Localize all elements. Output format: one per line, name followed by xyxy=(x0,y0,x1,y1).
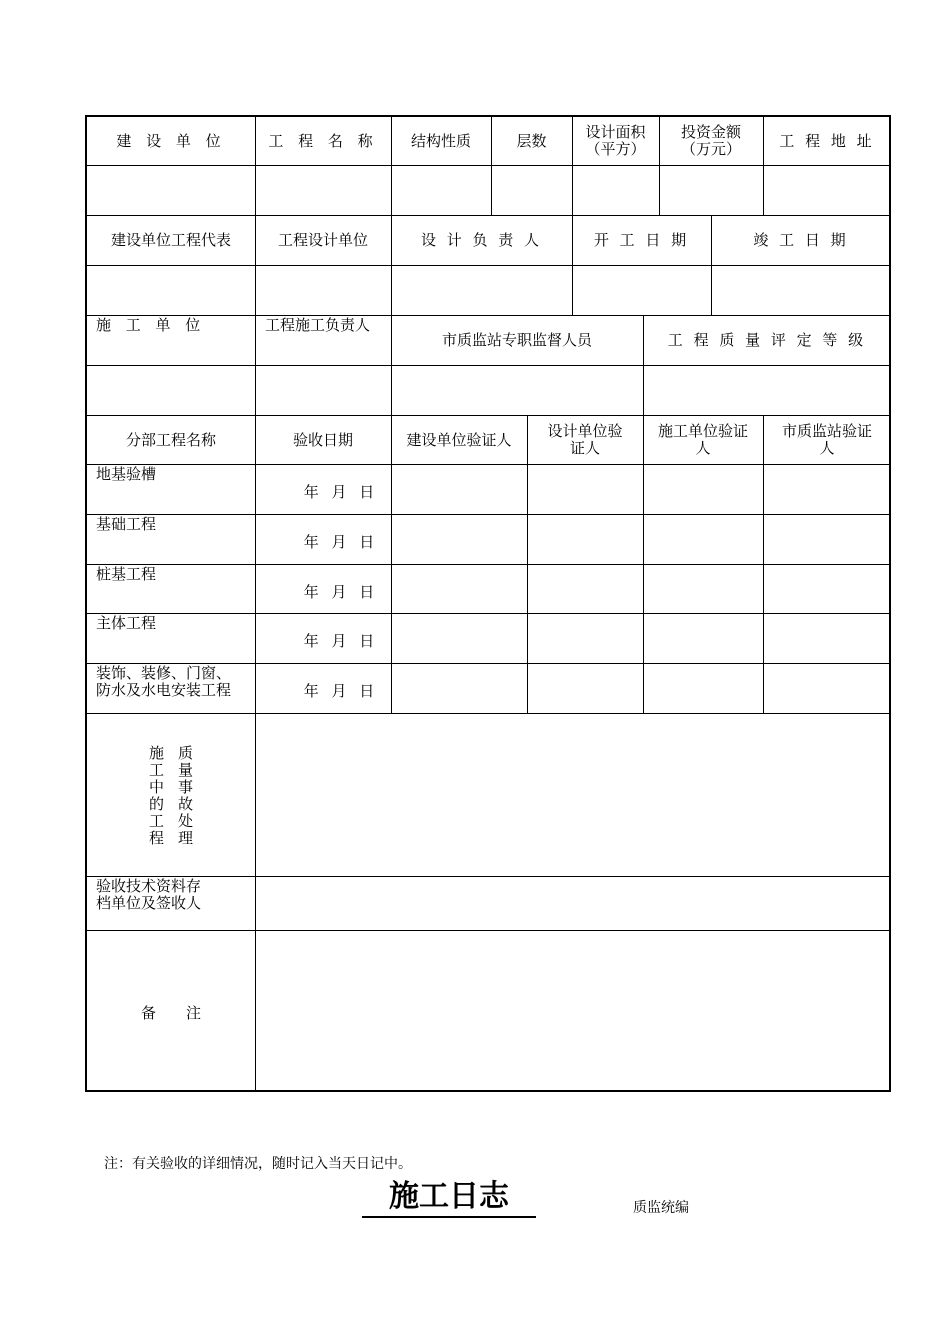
footnote: 注：有关验收的详细情况，随时记入当天日记中。 xyxy=(104,1156,412,1172)
accident-char: 程 xyxy=(149,829,165,847)
header-design-lead: 设 计 负 责 人 xyxy=(420,230,543,249)
header-owner-verifier: 建设单位验证人 xyxy=(406,431,512,449)
accident-char: 施 xyxy=(149,744,165,762)
header-contractor: 施 工 单 位 xyxy=(96,316,206,334)
header-designer-verifier-line1: 设计单位验 xyxy=(547,422,623,440)
row-line xyxy=(87,265,891,266)
header-station-verifier-line1: 市质监站验证 xyxy=(781,422,872,440)
row-line xyxy=(87,613,891,614)
header-project-address: 工 程 地 址 xyxy=(779,131,875,150)
acceptance-date: 年 月 日 xyxy=(303,631,375,650)
header-contractor-verifier xyxy=(643,415,763,464)
acceptance-form-table xyxy=(85,115,891,1092)
acceptance-date: 年 月 日 xyxy=(303,681,375,700)
accident-char: 中 xyxy=(149,778,165,796)
header-investment-line1: 投资金额 xyxy=(680,123,741,141)
row-line xyxy=(87,165,891,166)
accident-label-col2 xyxy=(178,745,193,847)
header-design-area xyxy=(572,117,659,165)
row-line xyxy=(87,514,891,515)
header-structure-type: 结构性质 xyxy=(410,131,471,150)
header-project-name: 工 程 名 称 xyxy=(268,131,378,150)
archive-label-line1: 验收技术资料存 xyxy=(96,877,202,895)
row-line xyxy=(87,365,891,366)
header-owner-representative: 建设单位工程代表 xyxy=(110,230,231,249)
header-station-verifier xyxy=(763,415,891,464)
header-station-verifier-line2: 人 xyxy=(819,439,835,457)
acceptance-date: 年 月 日 xyxy=(303,482,375,501)
accident-char: 事 xyxy=(178,778,194,796)
accident-char: 故 xyxy=(178,795,194,813)
row-line xyxy=(87,564,891,565)
header-contractor-verifier-line2: 人 xyxy=(695,439,711,457)
accident-char: 的 xyxy=(149,795,165,813)
header-construction-unit: 建 设 单 位 xyxy=(116,131,226,150)
accident-char: 工 xyxy=(149,761,165,779)
accident-char: 工 xyxy=(149,812,165,830)
header-design-area-line2: （平方） xyxy=(585,140,646,158)
remarks-label: 备 注 xyxy=(140,1004,201,1022)
accident-label-col1 xyxy=(149,745,164,847)
header-design-unit: 工程设计单位 xyxy=(277,230,368,249)
archive-label-line2: 档单位及签收人 xyxy=(96,894,202,912)
subproject-name: 装饰、装修、门窗、 xyxy=(96,664,232,682)
accident-char: 处 xyxy=(178,812,194,830)
header-subproject-name: 分部工程名称 xyxy=(125,431,216,449)
subproject-name: 基础工程 xyxy=(96,515,157,533)
header-quality-grade: 工 程 质 量 评 定 等 级 xyxy=(667,330,867,349)
header-completion-date: 竣 工 日 期 xyxy=(753,230,849,249)
header-designer-verifier-line2: 证人 xyxy=(569,439,600,457)
subproject-name: 桩基工程 xyxy=(96,565,157,583)
header-acceptance-date: 验收日期 xyxy=(292,431,353,449)
header-site-manager: 工程施工负责人 xyxy=(265,316,371,334)
acceptance-date: 年 月 日 xyxy=(303,532,375,551)
header-investment xyxy=(659,117,763,165)
accident-char: 量 xyxy=(178,761,194,779)
editor-credit: 质监统编 xyxy=(633,1200,689,1216)
subproject-name: 地基验槽 xyxy=(96,465,157,483)
row-line xyxy=(87,713,891,714)
subproject-name: 主体工程 xyxy=(96,614,157,632)
subproject-name-line2: 防水及水电安装工程 xyxy=(96,681,232,699)
log-title: 施工日志 xyxy=(362,1178,536,1218)
header-design-area-line1: 设计面积 xyxy=(585,123,646,141)
acceptance-date: 年 月 日 xyxy=(303,582,375,601)
header-supervisor: 市质监站专职监督人员 xyxy=(441,330,592,349)
accident-char: 质 xyxy=(178,744,194,762)
header-designer-verifier xyxy=(527,415,643,464)
header-investment-line2: （万元） xyxy=(680,140,741,158)
accident-char: 理 xyxy=(178,829,194,847)
row-line xyxy=(87,876,891,877)
header-floors: 层数 xyxy=(516,131,547,150)
row-line xyxy=(87,464,891,465)
header-start-date: 开 工 日 期 xyxy=(593,230,690,249)
header-contractor-verifier-line1: 施工单位验证 xyxy=(657,422,748,440)
